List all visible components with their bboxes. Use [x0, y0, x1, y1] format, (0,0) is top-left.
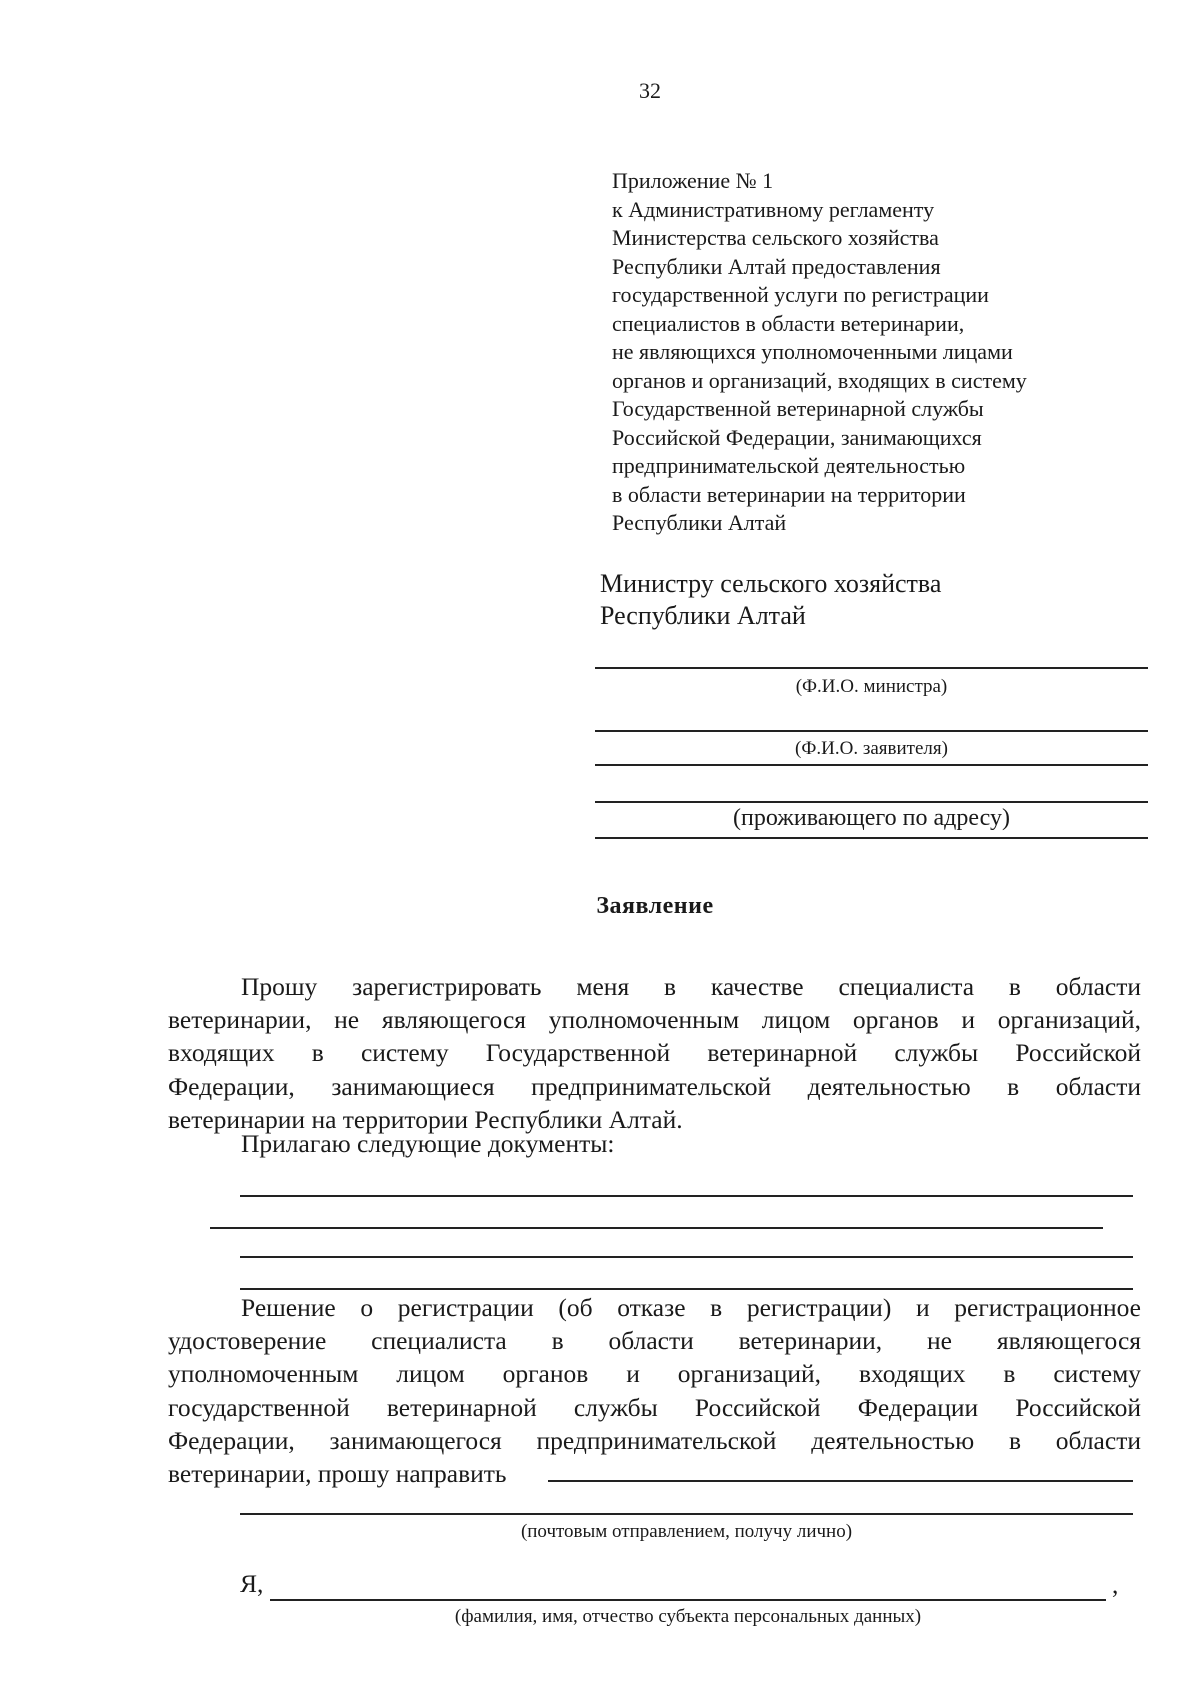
minister-caption: (Ф.И.О. министра) [795, 676, 948, 697]
document-title: Заявление [596, 893, 714, 919]
subject-name-line[interactable] [270, 1599, 1106, 1601]
appendix-line: органов и организаций, входящих в систему [612, 367, 1027, 393]
appendix-line: Приложение № 1 [612, 168, 774, 193]
appendix-line: к Административному регламенту [612, 196, 935, 222]
documents-label: Прилагаю следующие документы: [241, 1129, 615, 1158]
addressee-block [600, 568, 941, 632]
appendix-line: Государственной ветеринарной службы [612, 396, 984, 421]
appendix-line: в области ветеринарии на территории [612, 481, 966, 507]
documents-line-3[interactable] [240, 1256, 1133, 1258]
paragraph-line: ветеринарии, прошу направить [168, 1459, 507, 1489]
paragraph-line: удостоверение специалиста в области ветеринарии, не являющегося [168, 1326, 1141, 1356]
applicant-caption: (Ф.И.О. заявителя) [795, 738, 948, 759]
appendix-header [612, 167, 1132, 538]
paragraph-line: государственной ветеринарной службы Российской Федерации Российской [168, 1392, 1141, 1422]
appendix-line: Республики Алтай предоставления [612, 253, 941, 279]
appendix-line: государственной услуги по регистрации [612, 282, 989, 307]
paragraph-line: ветеринарии, не являющегося уполномоченным лицом органов и организаций, [168, 1005, 1141, 1035]
applicant-underline [595, 764, 1148, 766]
consent-prefix: Я, [240, 1569, 264, 1598]
applicant-name-line[interactable] [595, 730, 1148, 732]
documents-line-2[interactable] [210, 1227, 1103, 1229]
paragraph-line: Решение о регистрации (об отказе в регистрации) и регистрационное [241, 1293, 1141, 1322]
addressee-line: Министру сельского хозяйства [600, 569, 942, 598]
paragraph-line: ветеринарии на территории Республики Алтай. [168, 1104, 683, 1134]
appendix-line: не являющихся уполномоченными лицами [612, 339, 1013, 364]
address-caption: (проживающего по адресу) [733, 805, 1010, 831]
delivery-method-line[interactable] [548, 1480, 1133, 1482]
delivery-caption: (почтовым отправлением, получу лично) [520, 1521, 853, 1542]
appendix-line: Республики Алтай [612, 510, 787, 535]
consent-suffix: , [1112, 1570, 1119, 1599]
paragraph-line: Федерации, занимающиеся предпринимательской деятельностью в области [168, 1071, 1141, 1101]
paragraph-line: входящих в систему Государственной ветеринарной службы Российской [168, 1038, 1141, 1068]
page-number: 32 [639, 78, 661, 103]
address-line[interactable] [595, 801, 1148, 803]
documents-line-1[interactable] [240, 1195, 1133, 1197]
minister-name-line[interactable] [595, 667, 1148, 669]
appendix-line: специалистов в области ветеринарии, [612, 310, 965, 336]
appendix-line: Министерства сельского хозяйства [612, 225, 939, 250]
documents-line-4[interactable] [240, 1288, 1133, 1290]
paragraph-line: Прошу зарегистрировать меня в качестве специалиста в области [241, 972, 1141, 1001]
delivery-method-line-2[interactable] [240, 1513, 1133, 1515]
appendix-line: предпринимательской деятельностью [612, 453, 966, 478]
request-paragraph [168, 970, 1141, 1136]
subject-caption: (фамилия, имя, отчество субъекта персональных данных) [454, 1606, 922, 1627]
decision-paragraph [168, 1291, 1141, 1490]
paragraph-line: Федерации, занимающегося предпринимательской деятельностью в области [168, 1425, 1141, 1455]
addressee-line: Республики Алтай [600, 601, 806, 630]
paragraph-line: уполномоченным лицом органов и организаций, входящих в систему [168, 1359, 1141, 1389]
address-underline [595, 837, 1148, 839]
appendix-line: Российской Федерации, занимающихся [612, 424, 982, 450]
